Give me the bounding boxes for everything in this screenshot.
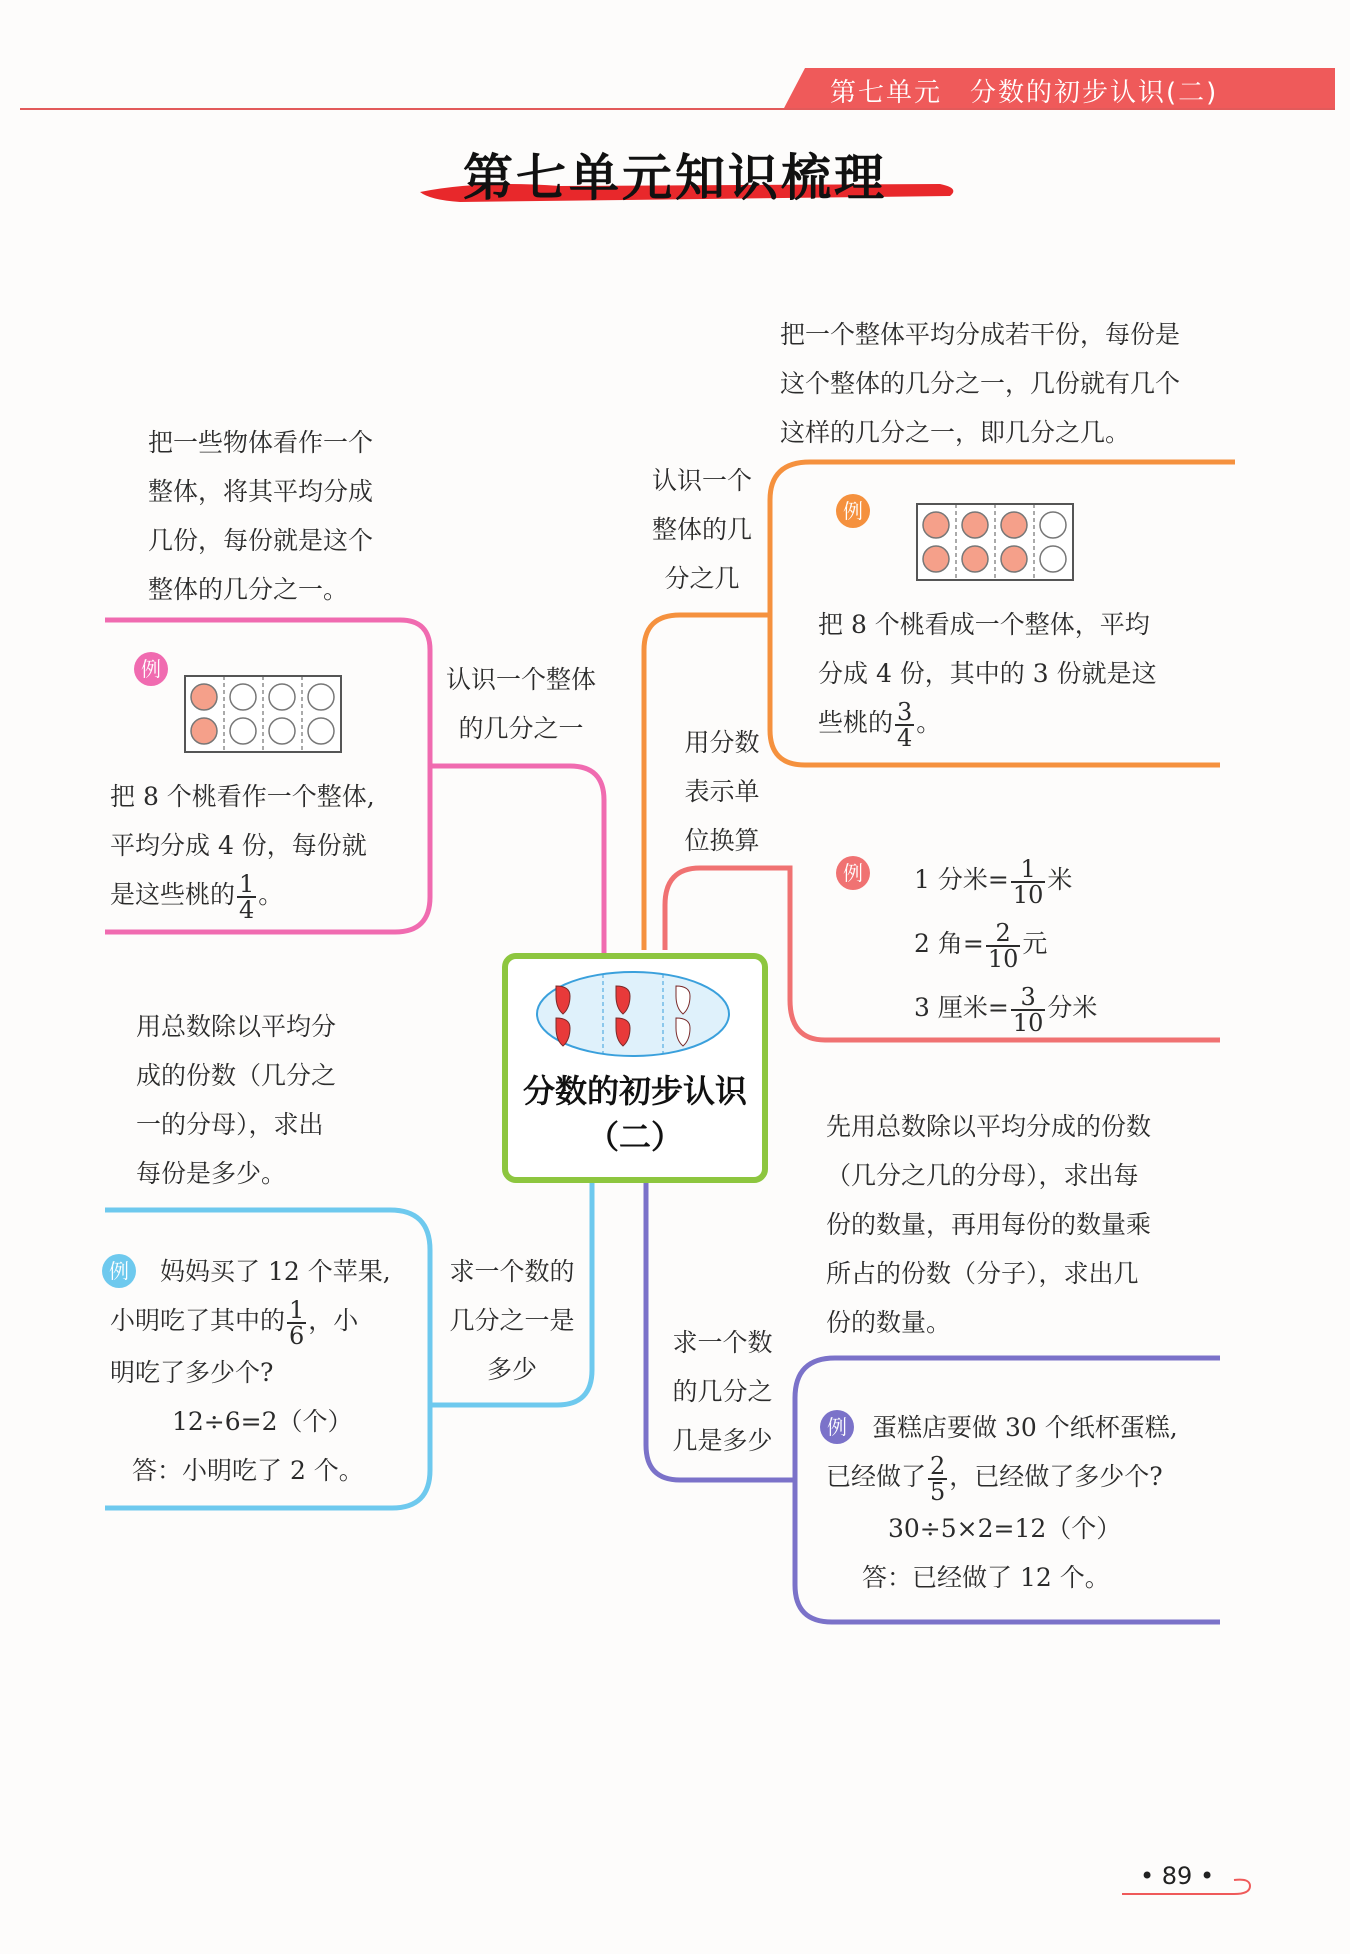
unit-fraction-label: 认识一个整体 的几分之一 bbox=[445, 665, 596, 743]
equation: 30÷5×2=12（个） bbox=[888, 1513, 1122, 1543]
several-parts-method: 先用总数除以平均分成的份数 （几分之几的分母），求出每 份的数量，再用每份的数量乘 所占的份数（分子），求出几 份的数量。 bbox=[826, 1112, 1152, 1337]
fraction-2-5: $\frac{2}{5}$ bbox=[930, 1451, 946, 1506]
example-badge-icon: 例 bbox=[102, 1254, 136, 1288]
unit-conversion-examples bbox=[914, 848, 1097, 1040]
unit-fraction-example: 把 8 个桃看作一个整体, 平均分成 4 份，每份就 是这些桃的 $\frac{1}{4}$ 。 bbox=[110, 782, 375, 924]
conversion-row: 2 角= $\frac{2}{10}$ 元 bbox=[914, 918, 1048, 973]
several-parts-label: 认识一个 整体的几 分之几 bbox=[651, 466, 752, 593]
page-number-swoosh-icon bbox=[1122, 1870, 1254, 1898]
several-parts-definition: 把一个整体平均分成若干份，每份是 这个整体的几分之一，几份就有几个 这样的几分之一，即几分之几。 bbox=[780, 320, 1181, 447]
several-parts-number-label: 求一个数 的几分之 几是多少 bbox=[672, 1328, 773, 1455]
fraction-3-4: $\frac{3}{4}$ bbox=[897, 697, 913, 752]
conversion-row: 3 厘米= $\frac{3}{10}$ 分米 bbox=[914, 982, 1098, 1037]
conversion-row: 1 分米= $\frac{1}{10}$ 米 bbox=[914, 854, 1073, 909]
answer: 答：小明吃了 2 个。 bbox=[132, 1455, 364, 1485]
answer: 答：已经做了 12 个。 bbox=[862, 1562, 1110, 1592]
several-parts-number-example: 蛋糕店要做 30 个纸杯蛋糕, 已经做了 $\frac{2}{5}$ ，已经做了多少个? 30÷5×2=12（个） 答：已经做了 12 个。 bbox=[826, 1403, 1178, 1602]
several-parts-example: 把 8 个桃看成一个整体，平均 分成 4 份，其中的 3 份就是这 些桃的 $\frac{3}{4}$ 。 bbox=[818, 610, 1157, 752]
strawberries-oval-icon bbox=[533, 968, 733, 1060]
example-badge-icon: 例 bbox=[820, 1410, 854, 1444]
page-number: • 89 • bbox=[1140, 1862, 1215, 1890]
unit-fraction-definition: 把一些物体看作一个 整体，将其平均分成 几份，每份就是这个 整体的几分之一。 bbox=[148, 428, 374, 604]
fraction-1-6: $\frac{1}{6}$ bbox=[289, 1295, 305, 1350]
fraction-1-4: $\frac{1}{4}$ bbox=[239, 869, 255, 924]
center-topic-title: 分数的初步认识 （二） bbox=[522, 1072, 747, 1156]
page-title: 第七单元知识梳理 bbox=[463, 149, 887, 207]
example-badge-icon: 例 bbox=[134, 652, 168, 686]
example-badge-icon: 例 bbox=[836, 494, 870, 528]
one-part-label: 求一个数的 几分之一是 多少 bbox=[449, 1257, 575, 1384]
peaches-3-of-4-icon bbox=[915, 502, 1075, 582]
one-part-example: 妈妈买了 12 个苹果, 小明吃了其中的 $\frac{1}{6}$ ，小 明吃了多少个? 12÷6=2（个） 答：小明吃了 2 个。 bbox=[110, 1247, 391, 1495]
peaches-1-of-4-icon bbox=[183, 674, 343, 754]
unit-label: 第七单元 分数的初步认识(二) bbox=[830, 78, 1219, 108]
equation: 12÷6=2（个） bbox=[172, 1406, 353, 1436]
unit-conversion-label: 用分数 表示单 位换算 bbox=[684, 728, 760, 855]
example-badge-icon: 例 bbox=[836, 856, 870, 890]
one-part-method: 用总数除以平均分 成的份数（几分之 一的分母），求出 每份是多少。 bbox=[136, 1012, 337, 1188]
